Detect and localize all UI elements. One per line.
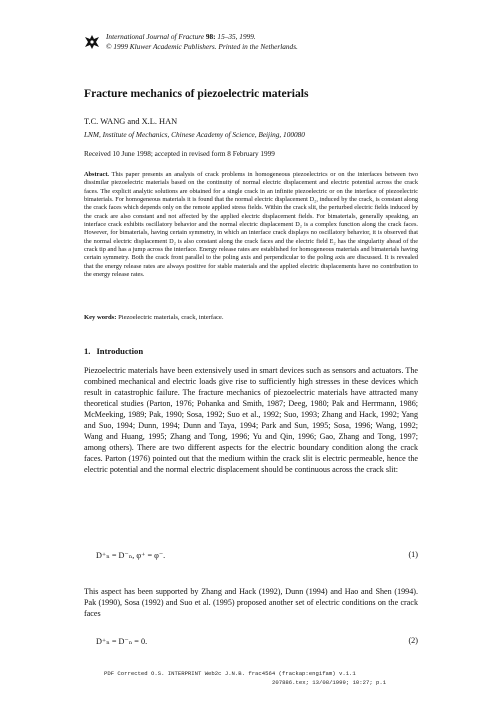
kluwer-logo-icon [84, 34, 100, 50]
received-dates: Received 10 June 1998; accepted in revised form 8 February 1999 [84, 150, 275, 158]
author-affiliation: LNM, Institute of Mechanics, Chinese Academy of Science, Beijing, 100080 [84, 130, 305, 139]
abstract-label: Abstract. [84, 171, 110, 178]
abstract-text: This paper presents an analysis of crack problems in homogeneous piezoelectrics or on the interfaces between two dissimilar piezoelectric materials based on the continuity of normal electric displacement and electric potential across the crack faces. The explicit analytic solutions are obtained for a single crack in an infinite piezoelectric or on the interface of piezoelectric bimaterials. For homogeneous materials it is found that the normal electric displacement D₂, induced by the crack, is constant along the crack faces which depends only on the remote applied stress fields. Within the crack slit, the perturbed electric fields induced by the crack are also constant and not affected by the applied electric displacement fields. For bimaterials, generally speaking, an interface crack exhibits oscillatory behavior and the normal electric displacement D₂ is a complex function along the crack faces. However, for bimaterials, having certain symmetry, in which an interface crack displays no oscillatory behavior, it is observed that the normal electric displacement D₂ is also constant along the crack faces and the electric field E₂ has the singularity ahead of the crack tip and has a jump across the interface. Energy release rates are established for homogeneous materials and bimaterials having certain symmetry. Both the crack front parallel to the poling axis and perpendicular to the poling axis are discussed. It is revealed that the energy release rates are always positive for stable materials and the applied electric displacements have no contribution to the energy release rates. [84, 171, 418, 279]
keywords-text: Piezoelectric materials, crack, interface. [116, 314, 224, 321]
article-authors: T.C. WANG and X.L. HAN [84, 117, 178, 126]
body-paragraph-2: This aspect has been supported by Zhang and Hack (1992), Dunn (1994) and Hao and Shen (1994). Pak (1990), Sosa (1992) and Suo et al. (1995) proposed another set of electric conditions on the crack faces [84, 587, 418, 618]
journal-pages: 15–35, 1999. [215, 32, 256, 41]
journal-citation [106, 32, 426, 42]
body-paragraph-1: Piezoelectric materials have been extensively used in smart devices such as sensors and actuators. The combined mechanical and electric loads give rise to sufficiently high stresses in these devices which result in catastrophic failure. The fracture mechanics of piezoelectric materials have attracted many theoretical studies (Parton, 1976; Pohanka and Smith, 1987; Deeg, 1980; Pak and Herrmann, 1986; McMeeking, 1989; Pak, 1990; Sosa, 1992; Suo et al., 1992; Suo, 1993; Zhang and Hack, 1992; Yang and Suo, 1994; Dunn, 1994; Dunn and Taya, 1994; Park and Sun, 1995; Sosa, 1996; Wang, 1992; Wang and Huang, 1995; Zhang and Tong, 1996; Yu and Qin, 1996; Gao, Zhang and Tong, 1997; among others). There are two different aspects for the electric boundary condition along the crack faces. Parton (1976) pointed out that the medium within the crack slit is electric permeable, hence the electric potential and the normal electric displacement should be continuous across the crack slit: [84, 366, 418, 474]
equation-1: D⁺ₙ = D⁻ₙ, φ⁺ = φ⁻. [96, 551, 166, 560]
equation-2: D⁺ₙ = D⁻ₙ = 0. [96, 637, 148, 646]
section-title: Introduction [96, 346, 144, 356]
footer-file-line: 207886.tex; 13/08/1999; 10:27; p.1 [272, 679, 387, 686]
journal-volume: 98: [205, 32, 216, 41]
copyright-line: © 1999 Kluwer Academic Publishers. Printed in the Netherlands. [106, 41, 298, 51]
abstract [84, 171, 418, 279]
footer-production-line: PDF Corrected O.S. INTERPRINT Web2c J.N.B. frac4564 (frackap:engifam) v.1.1 [104, 670, 356, 677]
equation-1-number: (1) [408, 550, 418, 559]
journal-header [106, 32, 426, 51]
keywords [84, 314, 224, 321]
keywords-label: Key words: [84, 314, 117, 321]
article-title: Fracture mechanics of piezoelectric materials [84, 87, 309, 100]
section-heading [84, 346, 143, 356]
equation-2-number: (2) [408, 636, 418, 645]
section-number: 1. [84, 346, 91, 356]
journal-name: International Journal of Fracture [106, 32, 205, 41]
